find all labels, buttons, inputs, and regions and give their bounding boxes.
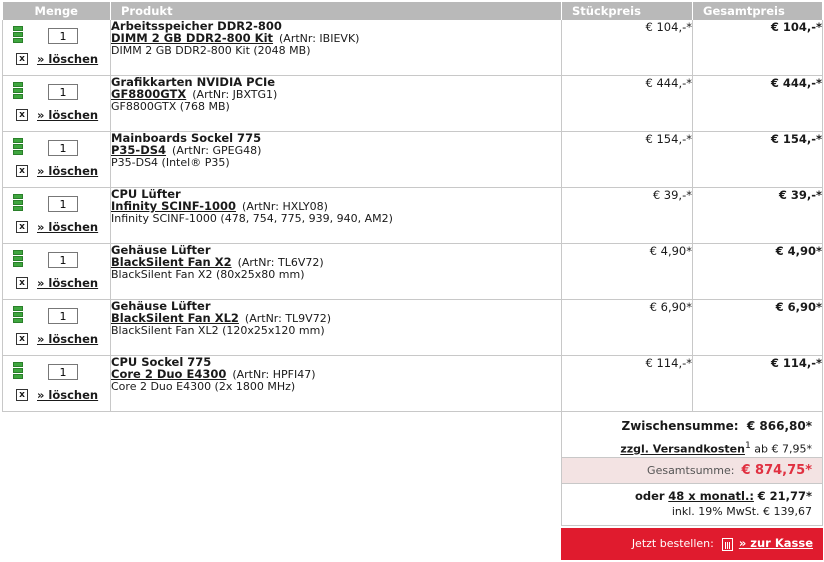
header-product: Produkt — [111, 2, 562, 20]
cart-row — [3, 76, 823, 132]
grand-total-value: € 874,75* — [741, 463, 812, 478]
product-name-link[interactable]: P35-DS4 — [111, 143, 167, 157]
product-description: P35-DS4 (Intel® P35) — [111, 156, 230, 169]
unit-price: € 114,-* — [562, 356, 693, 412]
finance-prefix: oder — [635, 489, 665, 503]
quantity-input[interactable] — [48, 28, 78, 44]
product-artnr: (ArtNr: IBIEVK) — [279, 32, 360, 45]
quantity-stepper-icon[interactable] — [13, 194, 23, 212]
qty-cell — [3, 356, 111, 412]
total-price: € 104,-* — [693, 20, 823, 76]
qty-cell — [3, 244, 111, 300]
qty-cell — [3, 300, 111, 356]
qty-cell — [3, 76, 111, 132]
product-artnr: (ArtNr: GPEG48) — [172, 144, 262, 157]
product-category: CPU Sockel 775 — [111, 355, 212, 369]
quantity-input[interactable] — [48, 308, 78, 324]
unit-price: € 4,90* — [562, 244, 693, 300]
product-artnr: (ArtNr: TL6V72) — [237, 256, 324, 269]
quantity-stepper-icon[interactable] — [13, 82, 23, 100]
product-cell — [111, 300, 562, 356]
finance-link[interactable]: 48 x monatl.: — [668, 489, 754, 503]
quantity-input[interactable] — [48, 364, 78, 380]
product-description: Infinity SCINF-1000 (478, 754, 775, 939, 940, AM2) — [111, 212, 393, 225]
quantity-stepper-icon[interactable] — [13, 362, 23, 380]
product-name-link[interactable]: BlackSilent Fan XL2 — [111, 311, 239, 325]
subtotal-value: € 866,80* — [746, 419, 812, 433]
product-category: CPU Lüfter — [111, 187, 181, 201]
product-cell — [111, 132, 562, 188]
checkout-bar — [561, 528, 823, 560]
product-description: BlackSilent Fan XL2 (120x25x120 mm) — [111, 324, 325, 337]
cart-table — [2, 2, 823, 412]
quantity-input[interactable] — [48, 196, 78, 212]
checkout-link[interactable]: » zur Kasse — [738, 536, 813, 550]
cart-summary — [561, 412, 823, 560]
product-cell — [111, 244, 562, 300]
product-category: Mainboards Sockel 775 — [111, 131, 262, 145]
delete-checkbox[interactable]: x — [16, 389, 28, 401]
cart-row — [3, 132, 823, 188]
cart-rows — [3, 20, 823, 412]
quantity-stepper-icon[interactable] — [13, 26, 23, 44]
shipping-link[interactable]: zzgl. Versandkosten — [620, 442, 745, 456]
header-unit-price: Stückpreis — [562, 2, 693, 20]
shipping-row — [561, 436, 823, 458]
product-description: DIMM 2 GB DDR2-800 Kit (2048 MB) — [111, 44, 311, 57]
qty-cell — [3, 188, 111, 244]
order-label: Jetzt bestellen: — [631, 537, 714, 550]
delete-checkbox[interactable]: x — [16, 109, 28, 121]
grand-total-label: Gesamtsumme: — [647, 464, 735, 477]
unit-price: € 154,-* — [562, 132, 693, 188]
product-category: Grafikkarten NVIDIA PCIe — [111, 75, 276, 89]
product-description: GF8800GTX (768 MB) — [111, 100, 230, 113]
unit-price: € 6,90* — [562, 300, 693, 356]
delete-link[interactable]: » löschen — [37, 108, 99, 122]
header-total-price: Gesamtpreis — [693, 2, 823, 20]
quantity-stepper-icon[interactable] — [13, 138, 23, 156]
delete-checkbox[interactable]: x — [16, 221, 28, 233]
product-name-link[interactable]: DIMM 2 GB DDR2-800 Kit — [111, 31, 274, 45]
delete-checkbox[interactable]: x — [16, 333, 28, 345]
unit-price: € 104,-* — [562, 20, 693, 76]
quantity-stepper-icon[interactable] — [13, 250, 23, 268]
header-qty: Menge — [3, 2, 111, 20]
cart-row — [3, 300, 823, 356]
total-price: € 154,-* — [693, 132, 823, 188]
quantity-input[interactable] — [48, 252, 78, 268]
delete-checkbox[interactable]: x — [16, 53, 28, 65]
qty-cell — [3, 132, 111, 188]
cart-row — [3, 356, 823, 412]
quantity-stepper-icon[interactable] — [13, 306, 23, 324]
product-cell — [111, 20, 562, 76]
product-name-link[interactable]: GF8800GTX — [111, 87, 187, 101]
product-artnr: (ArtNr: JBXTG1) — [192, 88, 278, 101]
delete-link[interactable]: » löschen — [37, 276, 99, 290]
qty-cell — [3, 20, 111, 76]
product-cell — [111, 188, 562, 244]
delete-checkbox[interactable]: x — [16, 165, 28, 177]
finance-row — [561, 484, 823, 526]
shipping-footnote: 1 — [744, 440, 751, 451]
delete-link[interactable]: » löschen — [37, 52, 99, 66]
product-category: Gehäuse Lüfter — [111, 299, 211, 313]
product-cell — [111, 76, 562, 132]
product-artnr: (ArtNr: TL9V72) — [244, 312, 331, 325]
product-artnr: (ArtNr: HPFI47) — [232, 368, 316, 381]
delete-link[interactable]: » löschen — [37, 220, 99, 234]
product-name-link[interactable]: Core 2 Duo E4300 — [111, 367, 227, 381]
product-category: Gehäuse Lüfter — [111, 243, 211, 257]
product-cell — [111, 356, 562, 412]
delete-link[interactable]: » löschen — [37, 388, 99, 402]
delete-checkbox[interactable]: x — [16, 277, 28, 289]
subtotal-row — [561, 412, 823, 436]
calculator-icon — [722, 538, 733, 551]
product-name-link[interactable]: Infinity SCINF-1000 — [111, 199, 237, 213]
unit-price: € 39,-* — [562, 188, 693, 244]
product-description: BlackSilent Fan X2 (80x25x80 mm) — [111, 268, 305, 281]
total-price: € 114,-* — [693, 356, 823, 412]
total-price: € 4,90* — [693, 244, 823, 300]
delete-link[interactable]: » löschen — [37, 164, 99, 178]
quantity-input[interactable] — [48, 140, 78, 156]
vat-note: inkl. 19% MwSt. € 139,67 — [671, 505, 812, 518]
delete-link[interactable]: » löschen — [37, 332, 99, 346]
product-artnr: (ArtNr: HXLY08) — [242, 200, 328, 213]
subtotal-label: Zwischensumme: — [621, 419, 739, 433]
cart-header-row — [3, 2, 823, 20]
cart-row — [3, 244, 823, 300]
total-price: € 39,-* — [693, 188, 823, 244]
product-category: Arbeitsspeicher DDR2-800 — [111, 19, 282, 33]
quantity-input[interactable] — [48, 84, 78, 100]
cart-row — [3, 188, 823, 244]
total-price: € 444,-* — [693, 76, 823, 132]
shipping-value: ab € 7,95* — [754, 442, 812, 456]
cart-row — [3, 20, 823, 76]
product-description: Core 2 Duo E4300 (2x 1800 MHz) — [111, 380, 296, 393]
finance-value: € 21,77* — [757, 489, 812, 503]
grand-total-row — [561, 458, 823, 484]
product-name-link[interactable]: BlackSilent Fan X2 — [111, 255, 232, 269]
unit-price: € 444,-* — [562, 76, 693, 132]
total-price: € 6,90* — [693, 300, 823, 356]
